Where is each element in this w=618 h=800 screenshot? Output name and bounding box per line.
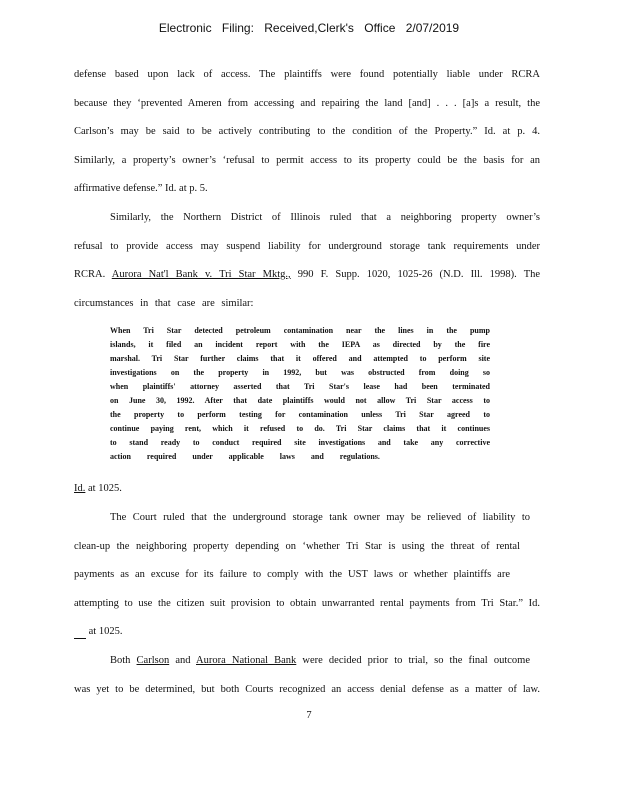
quote-line: continue paying rent, which it refused to do. Tri Star claims that it continues (110, 424, 490, 433)
text-line: was yet to be determined, but both Courts recognized an access denial defense as a matter of law. (74, 684, 540, 695)
text-segment: RCRA. (74, 269, 106, 280)
text-line: Similarly, a property’s owner’s ‘refusal to permit access to its property could be the basis for an (74, 155, 540, 166)
text-segment: Both (110, 655, 131, 666)
text-line: attempting to use the citizen suit provision to obtain unwarranted rental payments from Tri Star.” Id. (74, 598, 540, 609)
quote-line: the property to perform testing for contamination unless Tri Star agreed to (110, 410, 490, 419)
text-line (74, 482, 540, 496)
id-citation: Id. (74, 483, 86, 494)
case-citation-aurora: Aurora Nat'l Bank v. Tri Star Mktg., (111, 269, 291, 280)
text-line: because they ‘prevented Ameren from accessing and repairing the land [and] . . . [a]s a result, the (74, 98, 540, 109)
quote-line: action required under applicable laws and regulations. (110, 452, 380, 461)
text-line: Similarly, the Northern District of Illinois ruled that a neighboring property owner’s (110, 212, 540, 223)
text-line: clean-up the neighboring property depending on ‘whether Tri Star is using the threat of rental (74, 541, 520, 552)
text-segment: 990 F. Supp. 1020, 1025-26 (N.D. Ill. 1998). The (297, 269, 541, 280)
text-line (74, 625, 540, 639)
filing-header: Electronic Filing: Received,Clerk's Office 2/07/2019 (158, 21, 460, 35)
quote-line: islands, it filed an incident report with the IEPA as directed by the fire (110, 340, 490, 349)
case-citation-carlson: Carlson (136, 655, 170, 666)
text-segment: were decided prior to trial, so the final outcome (302, 655, 530, 666)
text-line: payments as an excuse for its failure to comply with the UST laws or whether plaintiffs are (74, 569, 510, 580)
page-number: 7 (306, 710, 312, 721)
quote-line: When Tri Star detected petroleum contamination near the lines in the pump (110, 326, 490, 335)
text-line: Carlson’s may be said to be actively contributing to the condition of the Property.” Id. at p. 4. (74, 126, 540, 137)
text-segment: at 1025. (88, 626, 123, 637)
text-segment: at 1025. (85, 483, 122, 494)
text-line (110, 654, 530, 668)
text-line (74, 268, 540, 282)
text-segment: and (175, 655, 191, 666)
text-line: affirmative defense.” Id. at p. 5. (74, 183, 208, 194)
quote-line: on June 30, 1992. After that date plaintiffs would not allow Tri Star access to (110, 396, 490, 405)
text-line: The Court ruled that the underground storage tank owner may be relieved of liability to (110, 512, 530, 523)
text-line: defense based upon lack of access. The plaintiffs were found potentially liable under RCRA (74, 69, 540, 80)
blank-underline (74, 628, 86, 639)
quote-line: when plaintiffs' attorney asserted that Tri Star's lease had been terminated (110, 382, 490, 391)
quote-line: to stand ready to conduct required site investigations and take any corrective (110, 438, 490, 447)
text-line: circumstances in that case are similar: (74, 298, 254, 309)
case-citation-aurora-national-bank: Aurora National Bank (196, 655, 297, 666)
quote-line: marshal. Tri Star further claims that it offered and attempted to perform site (110, 354, 490, 363)
text-line: refusal to provide access may suspend liability for underground storage tank requirements under (74, 241, 540, 252)
quote-line: investigations on the property in 1992, but was obstructed from doing so (110, 368, 490, 377)
